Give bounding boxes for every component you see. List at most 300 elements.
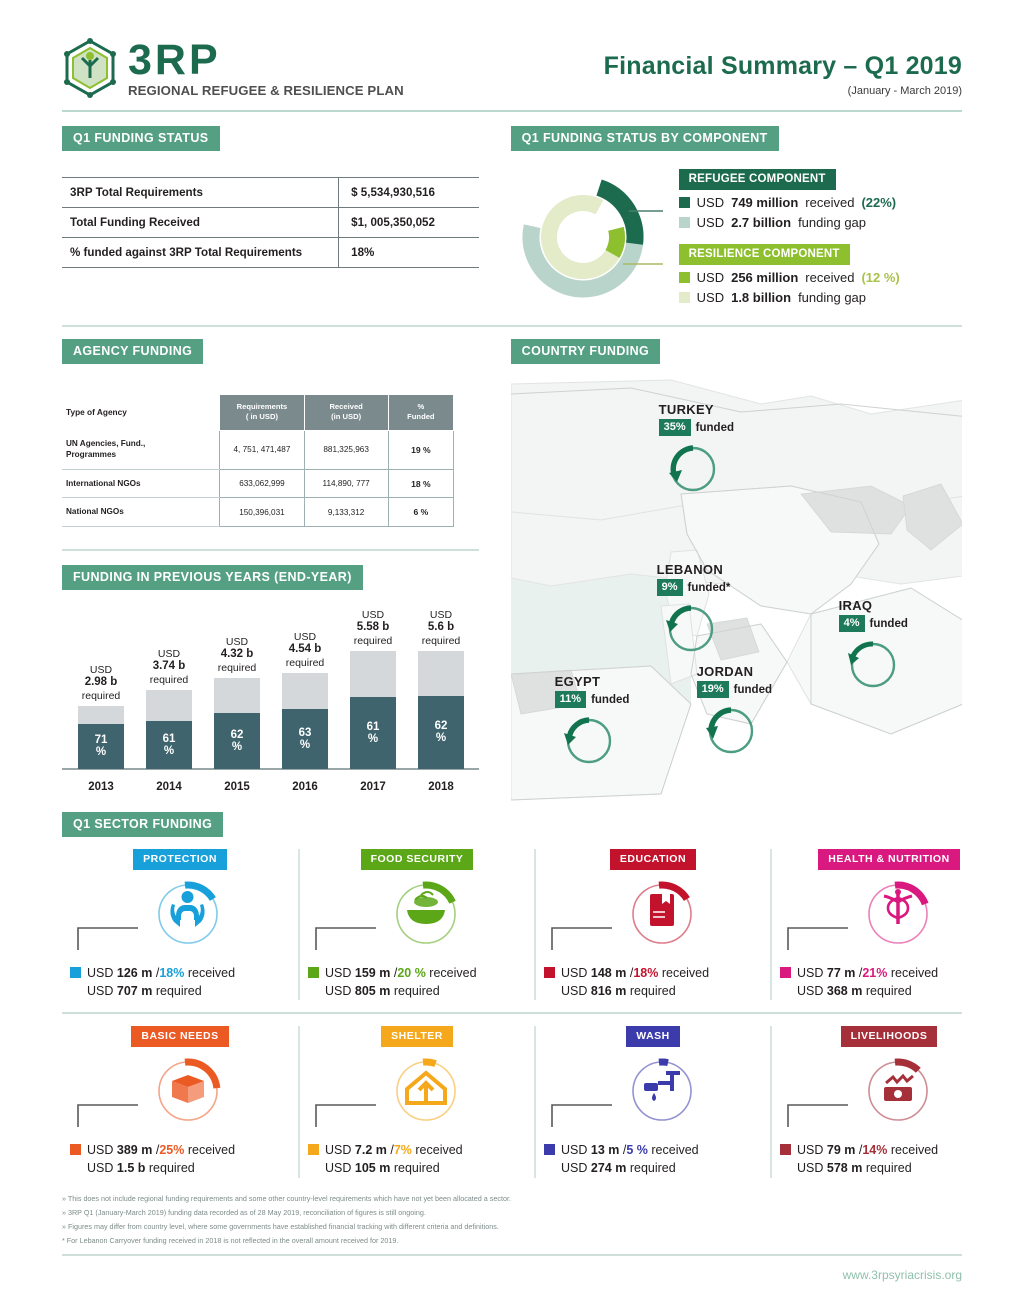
sector-swatch [308,967,319,978]
received-pre: USD [87,1143,114,1158]
required-amount: 707 m [116,984,153,999]
bar-usd-label: USD [157,647,181,660]
previous-years-header: FUNDING IN PREVIOUS YEARS (END-YEAR) [62,565,363,590]
resilience-received-amount: 256 million [731,270,799,285]
lebanon-gauge-icon [663,599,719,655]
bar-gap-segment [282,673,328,709]
received-pct: 14% [862,1143,888,1158]
resilience-received-post: received [805,270,855,285]
bar-pct: 63 [298,726,312,739]
required-post: required [393,1161,440,1176]
bar-gap-segment [350,651,396,697]
sector-card-basic-needs[interactable] [62,1026,298,1177]
sector-required-line [780,1159,998,1177]
received-post: received [187,966,236,980]
table-row [62,498,454,526]
required-pre: USD [797,1161,824,1176]
logo-subtitle: REGIONAL REFUGEE & RESILIENCE PLAN [128,82,404,98]
bar-funded-segment [214,713,260,769]
required-amount: 805 m [354,984,391,999]
table-row [62,238,479,268]
refugee-gap-row [679,215,900,230]
bar-amount: 4.32 b [220,648,254,660]
resilience-gap-swatch [679,292,690,303]
received-pct: 7% [393,1143,412,1158]
footer-url: www.3rpsyriacrisis.org [842,1267,962,1282]
sector-received-line [87,1141,235,1159]
resilience-received-swatch [679,272,690,283]
resilience-received-pre: USD [696,270,725,285]
bar-caption [146,648,192,686]
bar-required-label: required [149,673,189,686]
bar-pct-sign: % [367,732,379,745]
bar-year-label: 2015 [224,780,250,793]
bar-group [282,631,328,769]
bar-gap-segment [146,690,192,721]
refugee-received-pct: (22%) [861,195,897,210]
received-post: received [651,1143,699,1158]
required-amount: 368 m [826,984,863,999]
agency-received: 881,325,963 [304,430,388,469]
connector-line [78,928,138,950]
bar-group [418,609,464,769]
received-amount: 159 m [354,966,391,980]
received-pct: 25% [159,1143,185,1158]
sector-card-food-security[interactable] [298,849,534,1000]
education-book-icon [544,876,780,962]
sector-received-line [87,964,235,982]
received-amount: 126 m [116,966,153,980]
col-requirements [220,395,304,431]
bar-funded-segment [146,721,192,769]
bar-caption [418,609,464,647]
bar-group [350,609,396,769]
received-separator: / [155,1143,160,1158]
bar-amount: 4.54 b [288,643,322,655]
sector-received-line [561,964,709,982]
country-funded-label: funded [695,421,734,434]
sector-pill: PROTECTION [133,849,227,870]
country-pct-badge: 19% [697,681,729,698]
country-pct-badge: 35% [659,419,691,436]
country-panel [511,339,962,806]
country-marker-jordan[interactable] [697,664,772,762]
required-post: required [393,984,440,999]
resilience-received-row [679,270,900,285]
refugee-received-amount: 749 million [731,195,799,210]
required-post: required [629,984,676,999]
footnote-line: » This does not include regional funding requirements and some other country-level requirements which have not yet been allocated a sector. [62,1193,511,1203]
bar-pct: 62 [434,720,448,733]
table-header-row [62,395,454,431]
egypt-gauge-icon [561,711,617,767]
sector-pill: EDUCATION [610,849,696,870]
required-post: required [148,1161,195,1176]
received-pre: USD [561,1143,588,1158]
bar-gap-segment [214,678,260,713]
received-pre: USD [561,966,588,980]
agency-requirements: 150,396,031 [220,498,304,526]
page-subtitle: (January - March 2019) [847,85,962,97]
agency-name: National NGOs [62,498,220,526]
received-pct: 20 % [397,966,426,980]
refugee-received-swatch [679,197,690,208]
footnote-line: » 3RP Q1 (January-March 2019) funding data recorded as of 28 May 2019, reconciliation of figures is still ongoing. [62,1207,426,1217]
jordan-gauge-icon [703,701,759,757]
refugee-received-pre: USD [696,195,725,210]
shelter-house-icon [308,1053,544,1139]
bar-amount: 5.6 b [427,621,455,633]
3rp-hexagon-logo-icon [62,38,118,98]
bar-pct-sign: % [435,732,447,745]
sector-received-line [561,1141,699,1159]
page-title: Financial Summary – Q1 2019 [603,52,962,80]
connector-line [552,928,612,950]
col-received-l1: Received [329,402,363,411]
agency-received: 9,133,312 [304,498,388,526]
table-row [62,208,479,238]
received-amount: 13 m [590,1143,620,1158]
sector-required-line [544,982,762,1000]
country-name: LEBANON [656,562,724,577]
received-pct: 18% [159,966,185,980]
bar-usd-label: USD [89,663,113,676]
refugee-gap-swatch [679,217,690,228]
sector-required-line [70,982,290,1000]
bar-pct: 62 [230,728,244,741]
country-name: IRAQ [838,598,873,613]
row-label: Total Funding Received [62,208,339,238]
country-pct-badge: 9% [657,579,683,596]
page-header [62,0,962,98]
sector-swatch [780,1144,791,1155]
row-label: 3RP Total Requirements [62,178,339,208]
resilience-gap-amount: 1.8 billion [731,290,792,305]
bar-funded-segment [350,697,396,769]
agency-name-l1: UN Agencies, Fund., [66,439,146,448]
bar-pct-sign: % [299,738,311,751]
sector-card-protection[interactable] [62,849,298,1000]
col-pct-l1: % [417,402,425,411]
iraq-gauge-icon [845,635,901,691]
sector-swatch [70,1144,81,1155]
section-divider [62,325,962,327]
connector-line [788,1105,848,1127]
bar-pct: 61 [162,732,176,745]
refugee-gap-post: funding gap [798,215,867,230]
sector-swatch [544,967,555,978]
received-separator: / [858,1143,863,1158]
header-divider [62,110,962,112]
footnote-line: * For Lebanon Carryover funding received in 2018 is not reflected in the overall amount received for 2019. [62,1235,399,1245]
sector-pill: HEALTH & NUTRITION [818,849,959,870]
funding-status-header: Q1 FUNDING STATUS [62,126,220,151]
country-marker-turkey[interactable] [659,402,734,500]
sector-received-line [325,1141,463,1159]
required-post: required [865,984,912,999]
bar-usd-label: USD [429,608,453,621]
received-amount: 79 m [826,1143,856,1158]
required-amount: 105 m [354,1161,391,1176]
component-header: Q1 FUNDING STATUS BY COMPONENT [511,126,779,151]
col-received-l2: (in USD) [331,412,362,422]
country-funding-header: COUNTRY FUNDING [511,339,661,364]
agency-pct: 18 % [388,469,453,497]
bar-required-label: required [421,634,461,647]
received-post: received [429,966,477,980]
sector-card-shelter[interactable] [298,1026,534,1177]
required-amount: 578 m [826,1161,863,1176]
country-pct-badge: 11% [555,691,586,708]
bar-funded-segment [418,696,464,769]
agency-pct: 19 % [388,430,453,469]
sector-pill: SHELTER [381,1026,453,1047]
bar-caption [350,609,396,647]
received-amount: 77 m [826,966,856,980]
bar-required-label: required [285,656,325,669]
agency-received: 114,890, 777 [304,469,388,497]
sector-required-line [308,1159,526,1177]
bar-group [78,664,124,769]
agency-panel [62,339,479,806]
agency-name: International NGOs [62,469,220,497]
country-marker-egypt[interactable] [555,674,630,772]
received-pct: 21% [862,966,888,980]
sector-received-line [797,1141,938,1159]
received-separator: / [858,966,863,980]
required-pre: USD [561,1161,588,1176]
middle-row [62,339,962,806]
bar-axis-line [62,768,479,770]
sector-pill: WASH [626,1026,680,1047]
bar-caption [78,664,124,702]
refugee-gap-amount: 2.7 billion [731,215,792,230]
connector-line [316,1105,376,1127]
section-divider [62,549,479,551]
bar-amount: 3.74 b [152,660,186,672]
country-name: EGYPT [554,674,601,689]
health-caduceus-icon [780,876,1016,962]
col-requirements-l2: ( in USD) [245,412,278,422]
bar-usd-label: USD [293,630,317,643]
sector-funding-section [62,812,962,1178]
received-pre: USD [325,966,352,980]
country-marker-iraq[interactable] [839,598,908,696]
bar-pct-sign: % [163,744,175,757]
sector-received-line [797,964,938,982]
logo-title: 3RP [128,35,221,84]
received-amount: 7.2 m [354,1143,387,1158]
section-divider [62,1012,962,1014]
received-pre: USD [797,1143,824,1158]
required-post: required [865,1161,912,1176]
received-post: received [890,966,939,980]
received-amount: 389 m [116,1143,153,1158]
sector-required-line [544,1159,762,1177]
col-pct-funded [388,395,453,431]
country-funded-label: funded [869,617,908,630]
bar-usd-label: USD [361,608,385,621]
logo [62,35,404,98]
bar-year-label: 2017 [360,780,386,793]
sector-row-2 [62,1026,962,1177]
sector-card-education[interactable] [534,849,770,1000]
bar-pct-sign: % [231,740,243,753]
agency-funding-header: AGENCY FUNDING [62,339,203,364]
resilience-gap-row [679,290,900,305]
received-pre: USD [797,966,824,980]
refugee-received-row [679,195,900,210]
bar-gap-segment [78,706,124,724]
required-pre: USD [325,1161,352,1176]
bar-amount: 2.98 b [84,676,118,688]
row-label: % funded against 3RP Total Requirements [62,238,339,268]
received-pre: USD [87,966,114,980]
livelihoods-money-icon [780,1053,1016,1139]
received-post: received [661,966,710,980]
required-pre: USD [561,984,588,999]
country-funded-label: funded [591,693,630,706]
sector-swatch [780,967,791,978]
wash-tap-icon [544,1053,780,1139]
required-pre: USD [87,984,114,999]
sector-received-line [325,964,477,982]
refugee-gap-pre: USD [696,215,725,230]
funding-status-table [62,177,479,268]
row-value: $ 5,534,930,516 [339,178,479,208]
bar-pct-sign: % [95,746,107,759]
sector-card-livelihoods[interactable] [770,1026,1006,1177]
resilience-legend [679,244,900,305]
bar-required-label: required [81,689,121,702]
bar-funded-segment [282,709,328,769]
sector-swatch [544,1144,555,1155]
component-legend [679,169,900,305]
bar-caption [282,631,328,669]
bar-usd-label: USD [225,635,249,648]
bar-year-label: 2018 [428,780,454,793]
col-pct-l2: Funded [407,412,435,422]
row-value: $1, 005,350,052 [339,208,479,238]
bar-required-label: required [217,661,257,674]
sector-card-wash[interactable] [534,1026,770,1177]
component-donut-chart [511,171,663,303]
refugee-received-post: received [805,195,855,210]
country-marker-lebanon[interactable] [657,562,731,660]
bar-funded-segment [78,724,124,769]
protection-hands-icon [70,876,306,962]
connector-line [78,1105,138,1127]
required-amount: 816 m [590,984,627,999]
country-funded-label: funded* [687,581,731,594]
agency-name-l2: Programmes [66,450,117,460]
bar-pct: 71 [94,734,108,747]
bar-group [146,648,192,769]
country-name: TURKEY [658,402,714,417]
sector-required-line [780,982,998,1000]
received-separator: / [629,966,634,980]
country-name: JORDAN [696,664,754,679]
sector-funding-header: Q1 SECTOR FUNDING [62,812,223,837]
sector-card-health-nutrition[interactable] [770,849,1006,1000]
bar-caption [214,636,260,674]
received-separator: / [393,966,398,980]
sector-pill: LIVELIHOODS [841,1026,938,1047]
received-amount: 148 m [590,966,627,980]
resilience-received-pct: (12 %) [861,270,900,285]
sector-row-1 [62,849,962,1000]
bar-group [214,636,260,769]
previous-years-panel [62,565,479,795]
bar-year-label: 2016 [292,780,318,793]
received-pre: USD [325,1143,352,1158]
col-received [304,395,388,431]
resilience-gap-post: funding gap [798,290,867,305]
refugee-pill: REFUGEE COMPONENT [679,169,836,190]
agency-requirements: 633,062,999 [220,469,304,497]
received-separator: / [390,1143,394,1158]
basic-needs-box-icon [70,1053,306,1139]
received-pct: 5 % [626,1143,648,1158]
required-post: required [629,1161,676,1176]
connector-line [552,1105,612,1127]
component-panel [511,126,962,305]
received-separator: / [155,966,160,980]
col-type-of-agency: Type of Agency [62,395,220,431]
sector-pill: FOOD SECURITY [361,849,474,870]
table-row [62,469,454,497]
sector-required-line [70,1159,290,1177]
required-pre: USD [797,984,824,999]
agency-name [62,430,220,469]
required-amount: 1.5 b [116,1161,146,1176]
sector-pill: BASIC NEEDS [131,1026,228,1047]
bar-required-label: required [353,634,393,647]
received-post: received [187,1143,236,1158]
bar-pct: 61 [366,720,380,733]
col-requirements-l1: Requirements [236,402,288,411]
required-post: required [155,984,202,999]
country-pct-badge: 4% [839,615,865,632]
received-post: received [415,1143,463,1158]
sector-swatch [70,967,81,978]
agency-pct: 6 % [388,498,453,526]
footnotes [62,1192,962,1248]
country-funded-label: funded [733,683,772,696]
received-separator: / [622,1143,627,1158]
sector-required-line [308,982,526,1000]
required-pre: USD [87,1161,114,1176]
bar-year-label: 2014 [156,780,182,793]
resilience-gap-pre: USD [696,290,725,305]
received-post: received [890,1143,939,1158]
required-amount: 274 m [590,1161,627,1176]
resilience-pill: RESILIENCE COMPONENT [679,244,850,265]
table-row [62,178,479,208]
bar-year-label: 2013 [88,780,114,793]
required-pre: USD [325,984,352,999]
footnote-line: » Figures may differ from country level, where some governments have established financial tracking with different criteria and definitions. [62,1221,499,1231]
title-block [604,38,962,97]
agency-requirements: 4, 751, 471,487 [220,430,304,469]
sector-swatch [308,1144,319,1155]
row-value: 18% [339,238,479,268]
connector-line [788,928,848,950]
food-bowl-icon [308,876,544,962]
agency-funding-table [62,394,454,527]
bar-amount: 5.58 b [356,621,390,633]
funding-status-panel [62,126,479,305]
